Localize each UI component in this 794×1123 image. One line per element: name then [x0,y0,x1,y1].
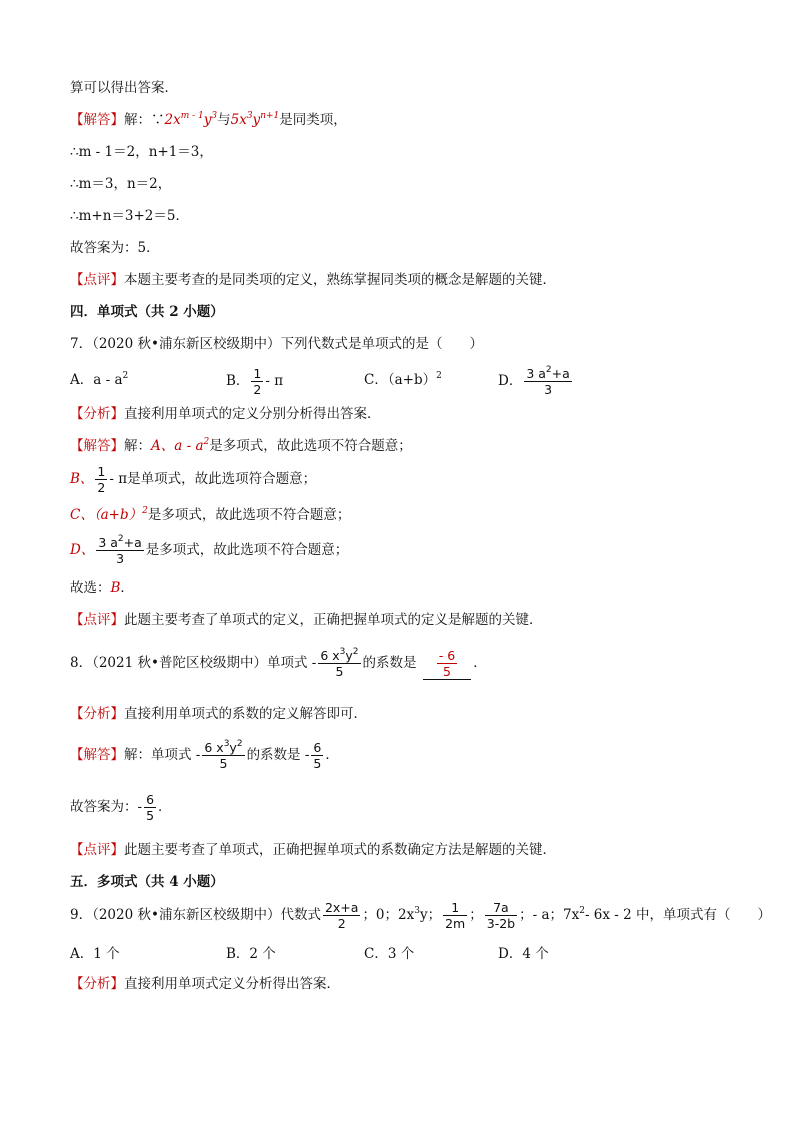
math-base: y [203,112,212,128]
option-b [226,366,283,397]
math-base: 3 a [526,366,546,381]
text-segment: 直接利用单项式的系数的定义解答即可． [124,706,367,722]
comment-tag: 【点评】 [70,842,124,858]
math-sup: 2 [236,739,243,749]
option-text: B． [226,373,250,389]
text-segment: 解：单项式 - [124,747,201,763]
math-base: y； [419,907,442,923]
text-segment: ∴m+n＝3+2＝5． [70,208,189,224]
option-text: C．（a+b） [364,372,437,388]
text-segment: 是多项式，故此选项不符合题意； [209,438,412,454]
numerator: 7a [485,900,517,916]
fraction [443,900,467,931]
text-segment: 是同类项， [279,112,347,128]
analysis-line [70,704,367,724]
math-sup: 2 [545,365,552,375]
solution-line [70,464,316,494]
text-segment: 的系数是 - [246,747,310,763]
numerator: 1 [97,464,106,479]
text-segment: 故答案为：- [70,799,143,815]
text-segment: 与 [217,112,231,128]
math-expr [231,112,280,128]
solution-line [70,436,412,456]
math-base: （a+b） [93,507,143,523]
text-segment: 算可以得出答案． [70,80,178,96]
option-text: D． [498,373,523,389]
math-base: - 6x - 2 中，单项式有（ ） [584,907,772,923]
denominator: 5 [146,808,155,823]
solution-tag: 【解答】 [70,112,124,128]
fraction [96,535,143,566]
denominator: 5 [335,664,344,679]
math-base: 6 x [204,740,224,755]
math-base: y [345,648,353,663]
option-text: A．a - a [70,372,123,388]
option-letter: C、 [70,507,94,523]
option-a: A．1 个 [70,946,120,962]
option-letter: B、 [70,471,94,487]
solution-line [70,740,339,778]
math-base: ；- a；7x [519,907,580,923]
math-base: 2x [164,112,181,128]
math-sup: 2 [122,371,129,381]
text-segment: 本题主要考查的是同类项的定义，熟练掌握同类项的概念是解题的关键． [124,272,556,288]
text-segment: ． [325,747,339,763]
text-segment: 7．（2020 秋•浦东新区校级期中）下列代数式是单项式的是（ ） [70,336,483,352]
text-segment: 解：∵ [124,112,165,128]
option-d: D．4 个 [498,946,549,962]
text-segment: - π是单项式，故此选项符合题意； [109,471,317,487]
text-segment: ∴m - 1＝2，n+1＝3， [70,144,213,160]
numerator: 6 [313,740,322,755]
numerator: 2x+a [324,900,359,915]
denominator: 2 [253,382,262,397]
math-sup: 3 [246,111,253,121]
text-line [70,174,171,194]
math-expr [94,507,148,523]
math-base: y [229,740,237,755]
text-segment: ； [469,907,483,923]
math-base: +a [551,366,570,381]
numerator [524,366,571,382]
numerator [96,535,143,551]
fraction [251,366,263,397]
math-sup: n+1 [260,111,280,121]
math-sup: 2 [142,506,148,516]
text-segment: 此题主要考查了单项式，正确把握单项式的系数确定方法是解题的关键． [124,842,556,858]
fraction [311,740,323,771]
fraction [524,366,571,397]
fraction [318,648,360,679]
text-segment: ∴m＝3，n＝2， [70,176,172,192]
math-base: 3 a [98,535,118,550]
denominator: 5 [219,756,228,771]
comment-tag: 【点评】 [70,272,124,288]
option-c: C．3 个 [364,946,415,962]
numerator: 1 [253,366,262,381]
option-text: - π [265,373,284,389]
analysis-tag: 【分析】 [70,406,124,422]
math-base: A、a - a [151,438,204,454]
answer-line [70,578,134,598]
option-letter: D、 [70,542,95,558]
text-segment: 的系数是 [362,655,417,671]
option-c [364,370,442,390]
numerator [318,648,360,664]
math-sup: 2 [436,371,442,381]
solution-line [70,110,347,130]
answer-blank [423,648,471,680]
text-segment: 故答案为：5． [70,240,160,256]
math-base: y [252,112,261,128]
numerator: 1 [443,900,467,916]
denominator: 2m [445,916,466,931]
math-base: ；0；2x [362,907,415,923]
question-stem [70,900,771,934]
math-sup: 2 [117,534,124,544]
solution-line [70,535,348,567]
denominator: 3 [116,551,125,566]
option-row [70,944,730,964]
math-expr [165,112,218,128]
question-stem [70,334,483,354]
math-sup: 2 [579,906,585,916]
math-base: 6 x [320,648,340,663]
text-segment: 8．（2021 秋•普陀区校级期中）单项式 - [70,655,317,671]
comment-line [70,840,556,860]
section-heading [70,872,224,892]
denominator: 3-2b [486,916,516,931]
comment-tag: 【点评】 [70,612,124,628]
solution-tag: 【解答】 [70,747,124,763]
comment-line [70,270,556,290]
math-sup: m - 1 [180,111,204,121]
fraction [323,900,360,931]
analysis-line [70,404,381,424]
text-segment: 解： [124,438,151,454]
text-segment: 是多项式，故此选项不符合题意； [147,507,351,523]
math-sup: 2 [352,647,359,657]
section-heading [70,302,224,322]
denominator: 5 [443,664,451,679]
fraction [95,464,107,495]
comment-line [70,610,543,630]
question-stem [70,648,487,686]
fraction [144,792,156,823]
math-sup: 3 [339,647,346,657]
text-segment: 直接利用单项式的定义分别分析得出答案． [124,406,381,422]
text-segment: 是多项式，故此选项不符合题意； [145,542,349,558]
text-segment: 直接利用单项式定义分析得出答案． [124,976,340,992]
text-segment: ． [473,655,487,671]
math-base: +a [123,535,142,550]
option-d [498,366,574,397]
denominator: 5 [313,756,322,771]
text-line [70,238,160,258]
fraction [485,900,517,931]
text-segment: ． [120,580,134,596]
text-line [70,78,178,98]
text-line [70,142,213,162]
math-sup: 2 [203,437,210,447]
math-base: 5x [230,112,247,128]
math-sup: 3 [223,739,230,749]
math-sup: 3 [414,906,420,916]
math-sup: 3 [211,111,218,121]
text-segment: 9．（2020 秋•浦东新区校级期中）代数式 [70,907,321,923]
denominator: 3 [544,382,553,397]
answer-line [70,792,172,824]
fraction [202,740,244,771]
solution-tag: 【解答】 [70,438,124,454]
text-segment: 故选： [70,580,111,596]
option-a [70,370,128,390]
solution-line [70,505,350,525]
option-b: B．2 个 [226,946,276,962]
text-segment: ． [158,799,172,815]
denominator: 2 [97,480,106,495]
numerator [202,740,244,756]
denominator: 2 [337,916,346,931]
answer-value: B [110,580,121,596]
fraction [437,648,457,679]
math-expr [362,907,441,923]
math-expr [151,438,209,454]
text-segment: 此题主要考查了单项式的定义，正确把握单项式的定义是解题的关键． [124,612,543,628]
section-title: 五．多项式（共 4 小题） [70,874,224,890]
numerator: 6 [146,792,155,807]
text-line [70,206,189,226]
math-expr [519,907,771,923]
option-row [70,366,730,396]
numerator: - 6 [438,648,456,663]
analysis-line [70,974,340,994]
analysis-tag: 【分析】 [70,976,124,992]
analysis-tag: 【分析】 [70,706,124,722]
section-title: 四．单项式（共 2 小题） [70,304,224,320]
